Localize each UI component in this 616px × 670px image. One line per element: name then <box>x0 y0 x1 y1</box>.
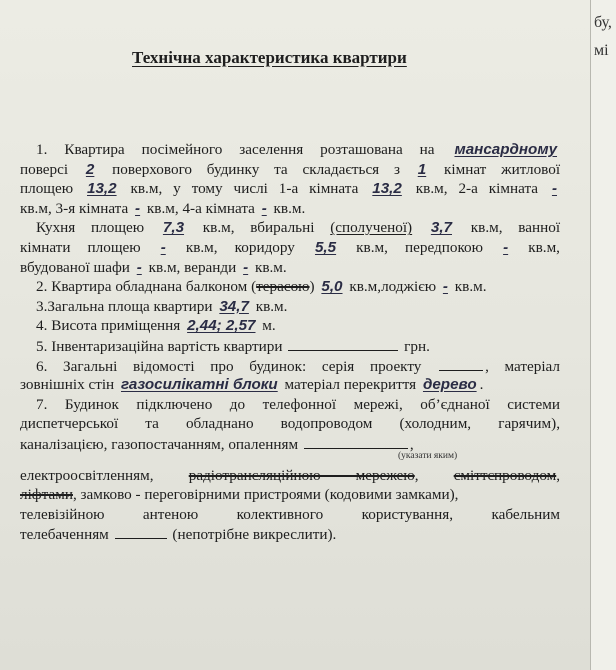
text: 7. Будинок підключено до телефонної мережі, об’єднаної системи <box>36 395 560 413</box>
text: кв.м, вбиральні <box>202 219 315 237</box>
height-value: 2,44; 2,57 <box>187 317 256 335</box>
text: м. <box>262 317 276 335</box>
p3-line <box>20 277 560 297</box>
adjacent-page-edge <box>590 0 616 670</box>
text: кімнат житлової <box>444 160 561 178</box>
cable-tv-blank <box>115 524 167 539</box>
text: телевізійною антеною колективного користування, кабельним <box>20 505 560 523</box>
text: кв.м, коридору <box>185 238 295 256</box>
p8-line6 <box>20 505 560 525</box>
text: кв.м. <box>273 199 306 217</box>
p7-line1 <box>20 356 560 376</box>
p8-line5 <box>20 485 560 505</box>
bath-room-value: - <box>160 238 166 256</box>
struck-terrace: терасою <box>256 278 310 296</box>
text: вбудованої шафи <box>20 258 130 276</box>
p8-line1 <box>20 395 560 415</box>
p1-line3 <box>20 179 560 199</box>
p5-line <box>20 316 560 336</box>
veranda-value: - <box>243 258 249 276</box>
bathroom-value: 3,7 <box>430 219 452 237</box>
text: Кухня площею <box>36 219 145 237</box>
text: кв.м, ванної <box>470 219 561 237</box>
text: кв.м. <box>254 258 287 276</box>
loggia-value: - <box>442 278 448 296</box>
living-area-value: 13,2 <box>87 180 117 198</box>
rooms-value: 1 <box>417 160 427 178</box>
text: , матеріал <box>485 357 561 375</box>
room4-value: - <box>261 199 267 217</box>
text: кв.м, передпокою <box>356 238 483 256</box>
p8-line4 <box>20 466 560 486</box>
floor-type-value: мансардному <box>454 141 558 158</box>
text: , <box>414 466 419 484</box>
ceiling-value: дерево <box>422 376 477 394</box>
text: матеріал перекриття <box>284 376 417 394</box>
p8-line3 <box>20 434 560 454</box>
p1-line2 <box>20 160 560 180</box>
struck-elevators: ліфтами <box>20 486 73 504</box>
text: кв.м. <box>255 297 288 315</box>
note-row <box>20 450 560 466</box>
text: 2. Квартира обладнана балконом ( <box>36 278 257 296</box>
room3-value: - <box>135 199 141 217</box>
heating-blank <box>304 434 408 449</box>
text: (непотрібне викреслити). <box>172 526 337 544</box>
text: кв.м, 3-я кімната <box>20 199 129 217</box>
p2-line3 <box>20 258 560 278</box>
total-area-value: 34,7 <box>219 297 249 315</box>
text: кв.м,лоджією <box>349 278 437 296</box>
text: , <box>409 435 414 453</box>
floors-value: 2 <box>85 160 95 178</box>
document-body <box>20 140 560 544</box>
text: ) <box>309 278 315 296</box>
p8-line7 <box>20 524 560 544</box>
text: кв.м, у тому числі 1-а кімната <box>130 180 359 198</box>
text: телебаченням <box>20 526 109 544</box>
specify-note: (указати яким) <box>398 450 458 461</box>
text: кв.м, веранди <box>148 258 237 276</box>
text: 2-а кімната <box>458 180 539 198</box>
text: площею <box>20 180 74 198</box>
room1-value: 13,2 <box>372 180 402 198</box>
bathroom-type: (сполученої) <box>330 219 413 237</box>
cost-blank <box>288 336 398 351</box>
walls-value: газосилікатні блоки <box>120 376 278 394</box>
text: 6. Загальні відомості про будинок: серія проекту <box>36 357 422 375</box>
text: кв.м, <box>528 238 560 256</box>
project-series-blank <box>439 356 483 371</box>
p7-line2 <box>20 375 560 395</box>
struck-garbage-chute: сміттєпроводом <box>453 466 557 484</box>
p1-line1 <box>20 140 560 160</box>
p6-line <box>20 336 560 356</box>
p2-line2 <box>20 238 560 258</box>
text: кв.м, 4-а кімната <box>146 199 255 217</box>
room2-value: - <box>551 180 557 198</box>
text: диспетчерської та обладнано водопроводом (холодним, гарячим), <box>20 415 560 433</box>
adjacent-text-2: мі <box>594 42 609 59</box>
p8-line2 <box>20 414 560 434</box>
text: грн. <box>404 337 430 355</box>
text: поверхового будинку та складається з <box>112 160 400 178</box>
text: 5. Інвентаризаційна вартість квартири <box>36 337 283 355</box>
text: зовнішніх стін <box>20 376 115 394</box>
text: , <box>556 466 561 484</box>
text: , замково - переговірними пристроями (кодовими замками), <box>72 486 459 504</box>
text: поверсі <box>20 160 69 178</box>
p4-line <box>20 297 560 317</box>
text: кімнати площею <box>20 238 141 256</box>
hall-value: - <box>503 238 509 256</box>
corridor-value: 5,5 <box>314 238 337 256</box>
p2-line1 <box>20 218 560 238</box>
text: 3.Загальна площа квартири <box>36 297 213 315</box>
kitchen-value: 7,3 <box>162 219 185 237</box>
page-title: Технічна характеристика квартири <box>132 48 407 67</box>
text: 1. Квартира посімейного заселення розташована на <box>36 141 435 158</box>
text: електроосвітленням, <box>20 466 154 484</box>
struck-radio: радіотрансляційною мережею <box>188 466 415 484</box>
text: . <box>479 376 484 394</box>
text: 4. Висота приміщення <box>36 317 181 335</box>
closet-value: - <box>136 258 142 276</box>
text: кв.м. <box>454 278 487 296</box>
balcony-value: 5,0 <box>321 278 343 296</box>
p1-line4 <box>20 199 560 219</box>
text: каналізацією, газопостачанням, опаленням <box>20 435 299 453</box>
adjacent-text-1: бу, <box>594 14 612 31</box>
text: кв.м, <box>415 180 448 198</box>
